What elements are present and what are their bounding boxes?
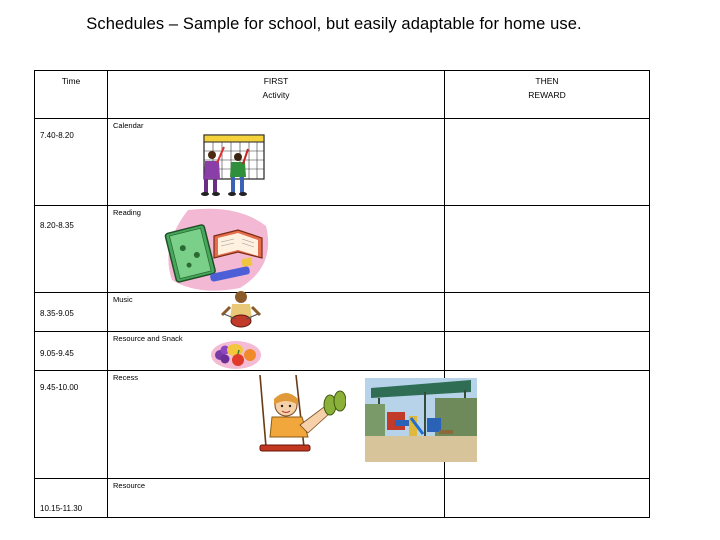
calendar-clipart: [190, 133, 270, 199]
activity-cell: [108, 371, 445, 479]
header-first-line1: FIRST: [263, 76, 289, 86]
activity-cell: [108, 206, 445, 293]
fruit-snack-clipart: [210, 338, 262, 370]
activity-label: Music: [113, 295, 133, 304]
table-row: [35, 293, 650, 332]
time-label: 10.15-11.30: [40, 504, 83, 513]
activity-label: Recess: [113, 373, 139, 382]
activity-label: Resource and Snack: [113, 334, 183, 343]
header-first-activity: [108, 71, 445, 119]
reading-clipart: [158, 206, 273, 294]
header-first-line2: Activity: [262, 90, 290, 100]
reward-cell: [445, 332, 650, 371]
music-clipart: [220, 289, 262, 331]
header-then-reward: [445, 71, 650, 119]
activity-label: Reading: [113, 208, 141, 217]
time-cell: [35, 119, 108, 206]
reward-cell: [445, 206, 650, 293]
activity-cell: [108, 479, 445, 518]
table-row: [35, 119, 650, 206]
schedule-table: [34, 70, 650, 518]
time-cell: [35, 479, 108, 518]
time-label: 9.45-10.00: [40, 383, 79, 392]
reward-cell: [445, 119, 650, 206]
header-then-line2: REWARD: [528, 90, 566, 100]
table-row: [35, 206, 650, 293]
header-time-label: Time: [61, 76, 81, 86]
time-label: 7.40-8.20: [40, 131, 74, 140]
time-label: 9.05-9.45: [40, 349, 74, 358]
table-row: [35, 479, 650, 518]
time-cell: [35, 206, 108, 293]
activity-cell: [108, 332, 445, 371]
time-label: 8.35-9.05: [40, 309, 74, 318]
activity-label: Resource: [113, 481, 146, 490]
time-cell: [35, 293, 108, 332]
swing-girl-clipart: [250, 375, 346, 465]
activity-cell: [108, 293, 445, 332]
time-label: 8.20-8.35: [40, 221, 74, 230]
time-cell: [35, 332, 108, 371]
reward-cell: [445, 371, 650, 479]
table-row: [35, 332, 650, 371]
table-row: [35, 371, 650, 479]
header-row: [35, 71, 650, 119]
activity-label: Calendar: [113, 121, 144, 130]
time-cell: [35, 371, 108, 479]
reward-cell: [445, 293, 650, 332]
header-time: [35, 71, 108, 119]
page-title: Schedules – Sample for school, but easily adaptable for home use.: [86, 15, 582, 33]
reward-cell: [445, 479, 650, 518]
activity-cell: [108, 119, 445, 206]
header-then-line1: THEN: [535, 76, 559, 86]
